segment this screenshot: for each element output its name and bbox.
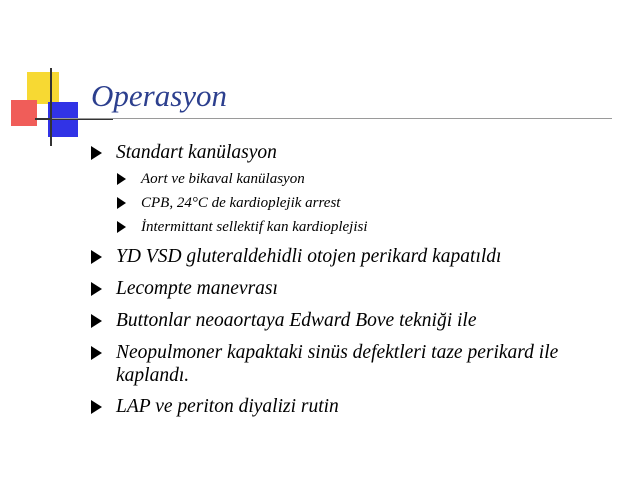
bullet-item-2 [91,245,631,269]
bullet-text: LAP ve periton diyalizi rutin [116,396,339,417]
title-divider [52,118,612,119]
bullet-icon [91,314,102,328]
sub-bullet-text: İntermittant sellektif kan kardioplejisi [141,219,368,235]
bullet-item-1 [91,141,631,165]
sub-bullet-icon [117,197,126,209]
bullet-icon [91,400,102,414]
logo-vertical-line [50,68,52,146]
bullet-icon [91,282,102,296]
bullet-list [91,141,631,427]
bullet-text: Lecompte manevrası [116,278,278,299]
bullet-item-5 [91,341,631,387]
bullet-icon [91,146,102,160]
sub-bullet-item-2 [117,193,631,213]
bullet-text: Neopulmoner kapaktaki sinüs defektleri taze perikard ile kaplandı. [116,342,559,386]
bullet-text: YD VSD gluteraldehidli otojen perikard kapatıldı [116,246,502,267]
slide-title: Operasyon [91,78,228,113]
bullet-item-3 [91,277,631,301]
bullet-text: Standart kanülasyon [116,142,277,163]
sub-bullet-icon [117,221,126,233]
bullet-text: Buttonlar neoaortaya Edward Bove tekniği ile [116,310,477,331]
bullet-item-6 [91,395,631,419]
sub-bullet-item-1 [117,169,631,189]
sub-bullet-text: Aort ve bikaval kanülasyon [141,171,305,187]
bullet-icon [91,250,102,264]
logo-red-square [11,100,37,126]
bullet-item-4 [91,309,631,333]
sub-bullet-item-3 [117,217,631,237]
bullet-icon [91,346,102,360]
sub-bullet-icon [117,173,126,185]
sub-bullet-text: CPB, 24°C de kardioplejik arrest [141,195,341,211]
